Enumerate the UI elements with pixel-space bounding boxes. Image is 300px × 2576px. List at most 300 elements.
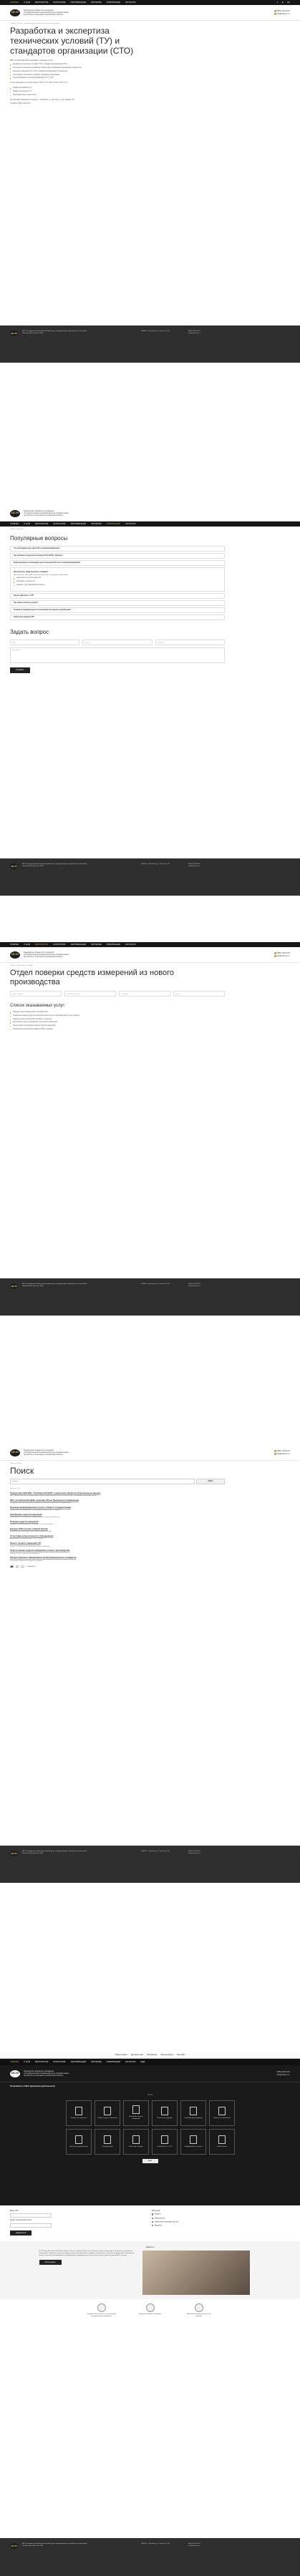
settings-link[interactable]: Настройки [177,2054,185,2056]
faq-question: Какой срок поверки СИ? [14,615,35,618]
search-result[interactable] [10,1557,225,1562]
email[interactable] [274,955,290,957]
checkbox[interactable] [152,2221,153,2223]
search-result[interactable] [10,1514,225,1519]
org-line: метрологии и испытаний в Челябинской области» [24,514,64,517]
site-header [0,5,300,21]
top-nav [0,521,300,527]
site-header [0,506,300,521]
nav-item-training[interactable]: ОБУЧЕНИЕ [91,943,102,946]
phone-icon [274,1450,276,1452]
nav-item-info[interactable]: ИНФОРМАЦИЯ [106,1,121,4]
send-button[interactable]: Отправить [10,667,30,672]
logo[interactable]: ЦСМ [10,1449,20,1456]
email-text: info@chelcsm.ru [276,954,290,957]
nav-item-metrology[interactable]: МЕТРОЛОГИЯ [35,1,49,4]
pencil-icon [161,2135,168,2144]
result-snippet: ФБУ «Челябинский ЦСМ» осуществляет обработку персональных данных в соответствии с требованиями законодательства. [10,1495,97,1497]
footer-contacts [188,1851,231,1856]
list-item: консультирование по вопросам разработки ТУ и СТО. [10,77,205,79]
nav-item-cert[interactable]: СЕРТИФИКАЦИЯ [70,1,87,4]
chevron-down-icon: ⌄ [219,562,221,564]
partner-label: Министерство промышленности и торговли [186,2313,211,2317]
nav-item-contacts[interactable]: КОНТАКТЫ [125,943,136,946]
breadcrumb[interactable]: Главная / Услуги / Сертификация / Разработка технических условий [10,23,60,24]
logo[interactable]: ЦСМ [10,9,20,16]
nav-item-about[interactable]: О ЦСМ [24,943,31,946]
nav-item-main[interactable]: ГЛАВНАЯ [10,1,19,4]
checkbox-label: Новости [154,2214,161,2216]
nav-item-training[interactable]: ОБУЧЕНИЕ [91,2060,102,2063]
mail-icon [274,13,276,15]
footer-email[interactable]: info@chelcsm.ru [188,1285,200,1288]
tile-label: Прочие услуги [217,2145,227,2148]
footer [0,325,300,363]
phone-icon [274,952,276,954]
more-button[interactable]: Ещё [142,2159,158,2163]
name-row [10,2213,52,2218]
org-line: «Государственный региональный центр стандартизации, [24,2072,69,2075]
ask-title: Задать вопрос [10,628,49,635]
list-item: документ, удостоверяющий личность. [14,584,221,587]
nav-item-tests[interactable]: ИСПЫТАНИЯ [53,522,66,525]
footer-address: 454048, г. Челябинск, ул. Энгельса, 101 [141,1851,170,1852]
page-button[interactable]: 3 [21,1566,24,1568]
news-text-column [39,2251,140,2295]
contact-note: По вопросам обращаться по адресу: г. Челябинск, ул. Энгельса, д. 101, кабинет 301. [10,99,75,101]
footer [0,2538,300,2576]
screen-home-accessible [0,2053,300,2576]
phone-icon [274,10,276,12]
email-field[interactable]: E-mail [82,640,152,645]
nav-item-contacts[interactable]: КОНТАКТЫ [125,2060,136,2063]
top-nav [0,942,300,947]
email-text: info@chelcsm.ru [276,1452,290,1455]
email-input[interactable] [10,2223,52,2228]
page-button[interactable]: 2 [16,1566,18,1568]
document-icon [75,2107,82,2115]
list-item: доверенность на получение СИ; [14,577,221,579]
nav-item-main[interactable]: ГЛАВНАЯ [10,2060,19,2063]
search-result[interactable] [10,1549,225,1554]
search-result[interactable] [10,1499,225,1504]
list-item: Оформление результатов поверки в ФГИС «Аршин». [10,1029,205,1031]
email-text: info@chelcsm.ru [276,12,290,15]
org-name [24,1449,110,1456]
nav-item-info[interactable]: ИНФОРМАЦИЯ [106,943,121,946]
list-item: разработка технических условий (ТУ) и стандартов организации (СТО); [10,64,205,66]
scale-icon [132,2105,140,2114]
doc-link[interactable]: Примерный пакет документов [10,94,205,97]
book-icon [218,2107,226,2115]
search-result[interactable] [10,1492,225,1497]
org-name [24,2070,110,2077]
result-title[interactable]: ФБУ «Челябинский ЦСМ» проводит Юные Прокуроров конференции [10,1498,79,1502]
news-section [0,2241,300,2299]
footer-phone[interactable]: 8(351) 232-04-01 [188,2543,200,2545]
partner-link[interactable] [136,2303,165,2318]
footer-address: 454048, г. Челябинск, ул. Энгельса, 101 [141,863,170,865]
org-line: метрологии и испытаний в Челябинской области» [24,956,64,959]
faq-question: Где проверить результаты поверки СИ в ФГИС «Аршин»? [14,554,63,557]
faq-item[interactable] [10,614,225,620]
footer-phone[interactable]: 8(351) 232-04-01 [188,1851,200,1852]
partners [0,2299,300,2321]
result-title[interactable]: Конкурс ООО лучших товаров России [10,1527,48,1531]
chevron-down-icon: ⌄ [219,601,221,604]
org-line: «Государственный региональный центр стандартизации, [24,953,69,956]
nav-item-metrology[interactable]: МЕТРОЛОГИЯ [35,522,49,525]
footer-logo[interactable]: ЦСМ [10,330,18,336]
search-result[interactable] [10,1521,225,1526]
result-title[interactable]: Распространение официальных копий национальных стандартов [10,1556,77,1559]
site-header [0,1445,300,1461]
org-line: Федеральное бюджетное учреждение [24,509,54,512]
name-field[interactable]: ФИО [10,640,79,645]
checkbox[interactable] [152,2213,153,2215]
lang-switch[interactable]: RU [287,1,290,4]
footer [0,1278,300,1316]
nav-item-about[interactable]: О ЦСМ [24,522,31,525]
site-header [0,947,300,963]
page-button[interactable]: 1 [11,1566,12,1568]
footer-contacts [188,1283,231,1288]
faq-question: В какой последовательности выполняются поверка и калибровка? [14,608,72,611]
footer-email[interactable]: info@chelcsm.ru [188,333,200,335]
faq-item[interactable] [10,593,225,599]
question-textarea[interactable]: Ваш вопрос [10,647,225,663]
tile-label: Разработка ТУ и СТО [157,2145,173,2148]
footer-org: ФБУ «Государственный региональный центр стандартизации, метрологии и испытаний в Челябинской области», 2024 [22,1283,87,1287]
nav-item-about[interactable]: О ЦСМ [24,2060,31,2063]
service-tile[interactable] [66,2129,92,2155]
faq-question: Как вы работаете с СИ? [14,594,34,597]
docs-list [10,87,205,96]
search-result[interactable] [10,1535,225,1540]
result-title[interactable]: Аттестация испытательного оборудования [10,1534,54,1538]
service-tiles [0,2100,300,2155]
checkbox-label: Мероприятия [154,2218,165,2220]
emblem-icon [146,2303,155,2312]
nav-item-contacts[interactable]: КОНТАКТЫ [125,1,136,4]
faq-question: Как получить свидетельство о поверке? [14,570,49,573]
result-title[interactable]: Поверочная ООО ФБУ "Челябинский ЦСМ" в уральском обработке Персональных данных [10,1491,101,1494]
org-line: Федеральное бюджетное учреждение [24,2070,54,2072]
footer-phone[interactable]: 8(351) 232-04-01 [188,863,200,865]
doc-link[interactable]: Заявка на разработку ТУ [10,87,205,89]
certificate-icon [190,2107,197,2115]
page-title: Популярные вопросы [10,534,68,542]
page-title: Разработка и экспертиза технических условий (ТУ) и стандартов организации (СТО) [10,25,134,56]
content [0,56,215,105]
tile-label: Сертификация продукции [184,2117,203,2119]
checkbox[interactable] [152,2218,153,2219]
next-page-link[interactable]: Следующая [26,1565,36,1567]
chevron-down-icon: ⌄ [219,554,221,557]
service-tile[interactable] [123,2129,149,2155]
logo[interactable]: ЦСМ [10,951,20,959]
nav-item-training[interactable]: ОБУЧЕНИЕ [91,1,102,4]
intro-text: ФБУ «Челябинский ЦСМ» оказывает следующие услуги: [10,60,54,62]
emblem-icon [195,2303,203,2312]
nav-item-cert[interactable]: СЕРТИФИКАЦИЯ [70,943,87,946]
nav-item-tests[interactable]: ИСПЫТАНИЯ [53,2060,66,2063]
dept-field: Отдел поверки [10,991,62,996]
checkbox[interactable] [152,2225,153,2226]
nav-item-metrology[interactable]: МЕТРОЛОГИЯ [35,943,49,946]
footer-address: 454048, г. Челябинск, ул. Энгельса, 101 [141,330,170,332]
gauge-icon [104,2107,111,2115]
footer-address: 454048, г. Челябинск, ул. Энгельса, 101 [141,1283,170,1285]
org-name [24,9,110,16]
result-title[interactable]: Отдел поверки средств измерений из нового производства [10,1549,70,1552]
footer-logo[interactable]: ЦСМ [10,1851,18,1856]
checklist-icon [132,2135,140,2144]
subscribe-form [10,2210,52,2237]
faq-question: Что необходимо для сдачи СИ в поверку/калибровку? [14,547,60,550]
note-text: Услуги оказываются в соответствии с ГОСТ Р 1.5, ГОСТ 2.114 и ГОСТ Р 1.4. [10,82,68,84]
phone[interactable]: 8(351) 232-04-01 [276,2071,290,2074]
list-item: Поверка средств измерений из производства; [10,1012,205,1014]
search-result[interactable] [10,1528,225,1533]
search-input[interactable]: поверка [10,1479,195,1484]
nav-item-tests[interactable]: ИСПЫТАНИЯ [53,1,66,4]
nav-item-metrology[interactable]: МЕТРОЛОГИЯ [35,2060,49,2063]
faq-item-expanded[interactable] [10,567,225,592]
images-control[interactable]: Изображения [146,2054,158,2056]
service-tile[interactable] [152,2129,178,2155]
pagination [10,1565,290,1569]
search-icon[interactable]: ⚲ [276,1,279,4]
service-tile[interactable] [209,2100,235,2126]
footer-contacts [188,863,231,868]
magnifier-icon [75,2135,82,2144]
site-header [0,2065,300,2082]
result-snippet: Ремонт и техническое обслуживание средств измерений. [10,1545,50,1547]
faq-answer: Для получения СИ из ФБУ «Челябинский ЦСМ» необходимо предоставить: [14,574,69,576]
news-photo [142,2251,250,2295]
nav-item-info[interactable]: ИНФОРМАЦИЯ [106,2060,121,2063]
breadcrumb[interactable]: Главная / Вопросы [10,529,24,530]
read-more-button[interactable]: Читать далее [39,2260,62,2265]
org-line: метрологии и испытаний в Челябинской области» [24,2075,64,2077]
org-name [24,951,110,958]
nav-item-info[interactable]: ИНФОРМАЦИЯ [106,522,121,525]
email-row [10,2223,52,2228]
name-input[interactable] [10,2213,52,2218]
logo[interactable]: ЦСМ [10,2070,20,2077]
search-button[interactable]: Найти [196,1479,225,1484]
service-list [10,64,205,79]
tile-label: Аттестация методик [129,2145,143,2148]
dark-hero [0,2059,300,2205]
footer-org: ФБУ «Государственный региональный центр стандартизации, метрологии и испытаний в Челябинской области», 2024 [22,330,87,334]
checkbox-option[interactable] [152,2225,178,2228]
chevron-down-icon: ⌄ [219,608,221,611]
service-tile[interactable] [95,2100,120,2126]
services-content [0,1010,215,1031]
list-item: регистрация технических условий и стандартов организации; [10,74,205,77]
footer-email[interactable]: info@chelcsm.ru [188,2545,200,2547]
org-line: Федеральное бюджетное учреждение [24,951,54,954]
faq-item[interactable] [10,600,225,606]
org-line: метрологии и испытаний в Челябинской области» [24,1454,64,1456]
result-title[interactable]: Поверка средств измерений [10,1520,39,1524]
services-list [10,1012,205,1031]
service-tile[interactable] [123,2100,149,2126]
nav-item-about[interactable]: О ЦСМ [24,1,31,4]
tile-label: Калибровка средств измерений [129,2116,143,2120]
screen-department [0,942,300,1243]
partner-link[interactable] [87,2303,116,2318]
service-tile[interactable] [209,2129,235,2155]
footer-logo[interactable]: ЦСМ [10,863,18,869]
breadcrumb[interactable]: Главная / Поиск [10,1463,22,1464]
email[interactable] [274,13,290,15]
subscribe-options [152,2210,178,2237]
chevron-down-icon: ⌄ [219,615,221,618]
news-text: В 2023 году Челябинский ЦСМ расширил область аккредитации в части поверки средств измерений. Специалисты учреждения продолжают совершенствовать методики выполнения измерений и внедрять современное эталонное оборудование. Руководство центра отметило высокий уровень квалификации сотрудников и их вклад в обеспечение единства измерений в регионе. [39,2251,135,2257]
footer-phone[interactable]: 8(351) 232-04-01 [188,1283,200,1285]
services-heading: Услуги [147,2093,153,2096]
tile-label: Электронная приемная [70,2117,87,2119]
footer-address: 454048, г. Челябинск, ул. Энгельса, 101 [141,2543,170,2545]
accessibility-bar [0,2053,300,2059]
nav-tools [277,1,290,4]
news-title: Новости [145,2245,155,2248]
tile-label: Поверка средств измерений [97,2117,117,2119]
mail-icon [274,955,276,957]
tile-label: Испытания продукции [157,2117,173,2119]
subscribe-button[interactable]: Подписаться [10,2230,32,2235]
color-scheme-control[interactable]: Цветовая схема [130,2054,143,2056]
result-snippet: Поверка СИ при выпуске из производства. [10,1552,40,1554]
screen-search [0,1445,300,1846]
partner-label: Федеральный фонд стандартов [139,2313,161,2316]
result-snippet: В конференции приняли участие специалисты в области метрологии и стандартизации. [10,1502,72,1504]
email-label: Адрес электронной почты [10,2219,32,2222]
search-bar [10,1479,225,1484]
nav-item-contacts[interactable]: КОНТАКТЫ [125,522,136,525]
faq-answer-list [14,577,221,586]
doc-link[interactable]: Заявка на экспертизу ТУ [10,91,205,93]
footer [0,1846,300,1883]
list-item: квитанцию о приеме СИ; [14,581,221,583]
list-item: экспертиза технических условий на соответствие требованиям нормативных документов; [10,67,205,69]
subscribe-title: Рассылка [152,2210,160,2212]
faq-item[interactable] [10,607,225,613]
footer-contacts [188,2543,231,2548]
service-tile[interactable] [180,2100,206,2126]
faq-item[interactable] [10,560,225,566]
org-line: «Государственный региональный центр стандартизации, [24,11,69,14]
chevron-down-icon: ⌄ [219,594,221,597]
top-nav [0,2059,300,2065]
result-title[interactable]: Ремонт средств измерений СИ [10,1542,41,1545]
reset-version-link[interactable]: Обычная версия [160,2054,174,2056]
name-label: Ваше имя [10,2210,19,2212]
org-line: «Государственный региональный центр стандартизации, [24,1451,69,1454]
faq-question: Какие документы необходимы для получения СИ после поверки/калибровки? [14,562,81,564]
mail-icon [274,1453,276,1455]
nav-item-cert[interactable]: СЕРТИФИКАЦИЯ [70,522,87,525]
phone-text: 8(351) 232-04-01 [276,952,290,955]
footer-org: ФБУ «Государственный региональный центр стандартизации, метрологии и испытаний в Челябинской области», 2024 [22,863,87,867]
footer-email[interactable]: info@chelcsm.ru [188,1853,200,1855]
service-tile[interactable] [180,2129,206,2155]
logo[interactable]: ЦСМ [10,510,20,517]
nav-item-cert[interactable]: СЕРТИФИКАЦИЯ [70,2060,87,2063]
nav-item-training[interactable]: ОБУЧЕНИЕ [91,522,102,525]
faq-item[interactable] [10,546,225,552]
list-item: Испытания в целях утверждения типа средств измерений; [10,1022,205,1024]
result-title[interactable]: Оказание информационных услуг в области стандартизации [10,1505,72,1509]
footer-logo[interactable]: ЦСМ [10,2543,18,2549]
results-count: Найдено: 124 [10,1487,20,1489]
search-result[interactable] [10,1507,225,1512]
flask-icon [161,2107,168,2115]
footer-logo[interactable]: ЦСМ [10,1283,18,1289]
email[interactable] [274,1453,290,1455]
service-tile[interactable] [152,2100,178,2126]
header-contacts [274,10,290,15]
nav-item-tests[interactable]: ИСПЫТАНИЯ [53,943,66,946]
footer-email[interactable]: info@chelcsm.ru [188,866,200,868]
service-tile[interactable] [95,2129,120,2155]
top-nav [0,0,300,5]
result-title[interactable]: Калибровка средств измерений [10,1512,42,1516]
faq-item[interactable] [10,553,225,559]
screen-faq [0,506,300,906]
list-item: внесение изменений в ТУ и СТО, разработка извещений об изменении; [10,71,205,73]
partner-link[interactable] [185,2303,213,2318]
header-contacts [274,952,290,957]
search-result[interactable] [10,1542,225,1547]
nav-item-main[interactable]: ГЛАВНАЯ [10,522,19,525]
font-size-control[interactable]: Размер шрифта [115,2054,127,2056]
result-snippet: Поверка СИ в лабораториях и с выездом на объект заказчика. [10,1524,54,1526]
partner-label: Федеральное агентство по техническому регулированию и метрологии [87,2313,116,2317]
chevron-down-icon: ⌄ [219,547,221,550]
phone-field: Телефон [119,991,170,996]
checkbox-option[interactable] [152,2221,178,2224]
footer-phone[interactable]: 8(351) 232-04-01 [188,330,200,332]
checkbox-option[interactable] [152,2218,178,2220]
news-card [39,2251,261,2295]
folder-icon [218,2135,226,2144]
result-snippet: Реализация официальных изданий стандартов. [10,1559,44,1562]
service-tile[interactable] [66,2100,92,2126]
user-icon[interactable]: ☻ [281,1,284,4]
result-snippet: Калибровка СИ, не входящих в сферу государственного регулирования. [10,1517,60,1519]
header-contacts [274,1450,290,1455]
tile-label: Стандартизация [102,2145,113,2148]
phone-field[interactable]: Телефон [155,640,225,645]
checkbox-label: Вакансии [154,2225,162,2227]
email-field: E-mail [173,991,225,996]
nav-item-more[interactable]: ЕЩЁ [140,2060,145,2063]
checkbox-option[interactable] [152,2213,178,2216]
header-contacts [277,2071,290,2075]
contact-phone: Телефон: 8(351) 232-04-01 [10,102,31,104]
breadcrumb[interactable]: Главная / Метрология / Отделы [10,965,33,966]
nav-item-main[interactable]: ГЛАВНАЯ [10,943,19,946]
list-item: Поверка средств измерений, ввозимых по импорту; [10,1019,205,1021]
email[interactable]: info@chelcsm.ru [276,2073,290,2076]
standard-icon [104,2135,111,2144]
org-line: «Государственный региональный центр стандартизации, [24,511,69,514]
phone-text: 8(351) 232-04-01 [276,1450,290,1453]
